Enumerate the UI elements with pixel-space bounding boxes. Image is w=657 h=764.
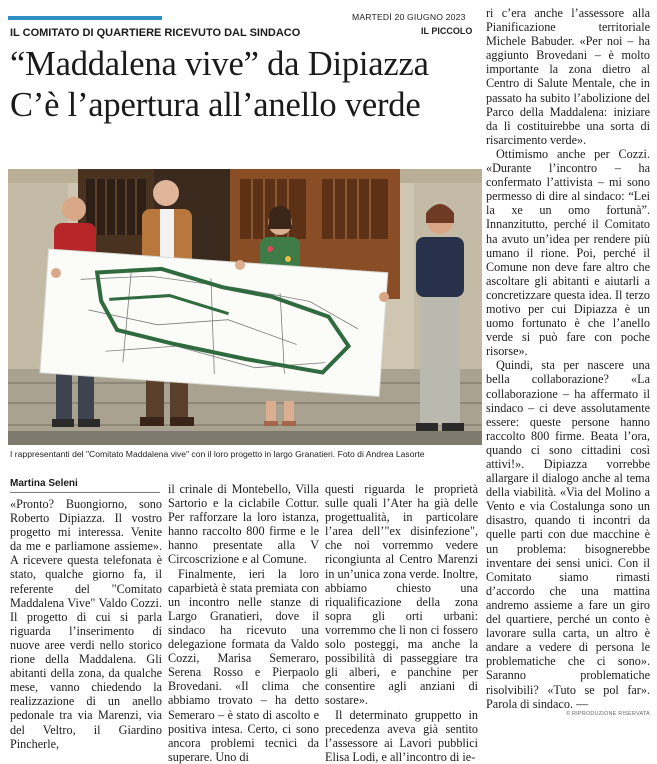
headline-line-1: “Maddalena vive” da Dipiazza [10, 45, 429, 83]
project-map [40, 249, 388, 396]
paragraph: il crinale di Montebello, Villa Sartorio e la ciclabile Cottur. Per rafforzare la loro istanza, hanno raccolto 800 firme e le hanno presentate alla V Circoscrizione e al Comune. [168, 482, 319, 567]
paragraph: Il determinato gruppetto in precedenza aveva già sentito l’assessore ai Lavori pubblici Elisa Lodi, e all’incontro di ie- [325, 707, 478, 764]
article-column-2 [168, 482, 319, 764]
headline-line-2: C’è l’apertura all’anello verde [10, 86, 421, 124]
person-4 [416, 204, 464, 431]
publication-date: MARTEDÌ 20 GIUGNO 2023 [352, 12, 466, 22]
paragraph: «Pronto? Buongiorno, sono Roberto Dipiazza. Il vostro progetto mi interessa. Venite da me e parliamone assieme». A ricevere questa telefonata è stato, qualche giorno fa, il referente del "Comitato Maddalena Vive" Valdo Cozzi. Il progetto di cui si parla riguarda l’inserimento di nuove aree verdi nello storico rione della Maddalena. Gli abitanti della zona, da qualche mese, vanno chiedendo la realizzazione di un anello pedonale tra via Marenzi, via del Veltro, il Giardino Pincherle, [10, 497, 162, 751]
section-accent-rule [8, 16, 162, 20]
article-column-1 [10, 497, 162, 751]
photo-caption: I rappresentanti del "Comitato Maddalena vive" con il loro progetto in largo Granatieri. Foto di Andrea Lasorte [10, 449, 425, 459]
paragraph: Quindi, sta per nascere una bella collaborazione? «La collaborazione – ha affermato il sindaco – ci deve assolutamente essere: queste persone hanno raccolto 800 firme. Beata l’ora, quando ci sono cittadini così attivi!». Dipiazza vorrebbe allargare il dialogo anche al tema della viabilità. «Via del Molino a Vento e via Costalunga sono un disastro, quando ti incontri da quelle parti con due macchine è un problema: bisognerebbe inventare dei sensi unici. Con il Comitato siamo rimasti d’accordo che una mattina andremo assieme a fare un giro del quartiere, perché un conto è lavorare sulla carta, un altro è andare a vedere di persona le problematiche che ci sono». Saranno problematiche risolvibili? «Tuto se pol far». Parola di sindaco. — [486, 358, 650, 711]
article-column-3 [325, 482, 478, 764]
byline-rule [10, 492, 160, 493]
article-photo [8, 169, 482, 445]
paragraph: questi riguarda le proprietà sulle quali l’Ater ha già delle progettualità, in particolare l’area dell’"ex disinfezione", che noi vorremmo vedere ricongiunta al Centro Marenzi in un’unica zona verde. Inoltre, abbiamo chiesto una riqualificazione della zona sopra gli orti urbani: vorremmo che lì non ci fossero solo posteggi, ma anche la possibilità di passeggiare tra gli alberi, e panchine per consentire agli anziani di sostare». [325, 482, 478, 708]
photo-illustration [8, 169, 482, 445]
paragraph: Finalmente, ieri la loro caparbietà è stata premiata con un incontro nelle stanze di Largo Granatieri, dove il sindaco ha ricevuto una delegazione formata da Valdo Cozzi, Marisa Semeraro, Serena Rosso e Pierpaolo Brovedani. «Il clima che abbiamo trovato – ha detto Semeraro – è stato di ascolto e positiva intesa. Certo, ci sono ancora problemi tecnici da superare. Uno di [168, 566, 319, 764]
byline: Martina Seleni [10, 478, 78, 489]
publication-name: IL PICCOLO [421, 26, 473, 36]
copyright-notice: © RIPRODUZIONE RISERVATA [566, 711, 650, 717]
paragraph: ri c’era anche l’assessore alla Pianificazione territoriale Michele Babuder. «Per noi – ha aggiunto Brovedani – è molto importante la zona dietro al Centro di Salute Mentale, che in passato ha subito l’abolizione del Parco della Maddalena: iniziare da lì costituirebbe una sorta di risarcimento verde». [486, 6, 650, 147]
paragraph: Ottimismo anche per Cozzi. «Durante l’incontro – ha confermato l’attivista – mi sono permesso di dire al sindaco: “Lei la xe un omo fortunà”. Innanzitutto, perché il Comitato ha avuto un’idea per rendere più umano il rione. Poi, perché il Comune non deve fare altro che ascoltare gli abitanti e aiutarli a concretizzare questa idea. Il terzo motivo per cui Dipiazza è un uomo fortunato è che l’anello verde si può fare con poche risorse». [486, 146, 650, 359]
headline [10, 44, 480, 126]
kicker: IL COMITATO DI QUARTIERE RICEVUTO DAL SINDACO [10, 27, 301, 39]
article-column-4 [486, 6, 650, 711]
right-door-panel-right [322, 179, 388, 239]
